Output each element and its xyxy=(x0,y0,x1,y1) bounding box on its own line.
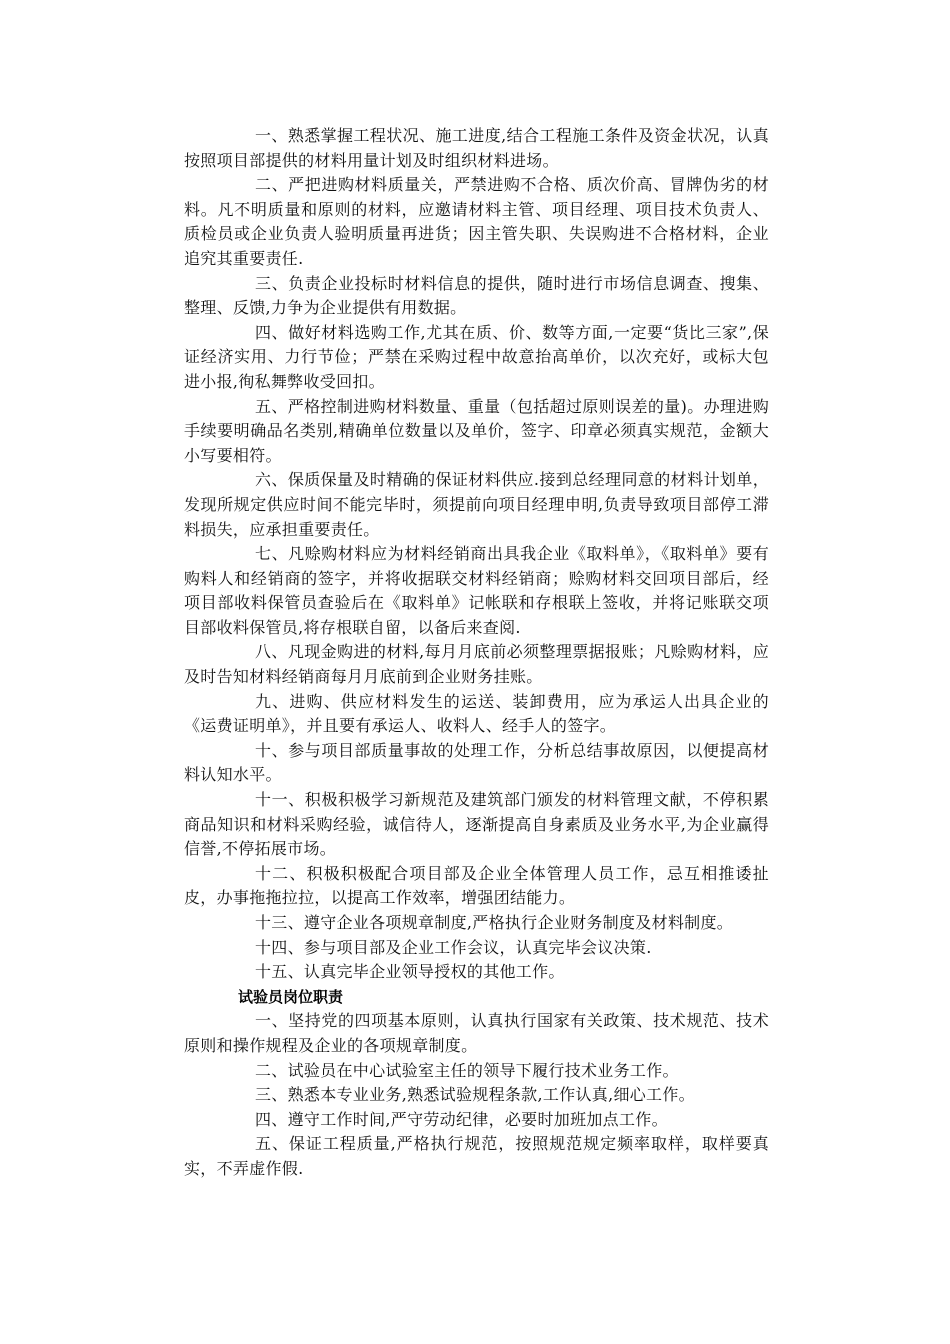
paragraph: 九、进购、供应材料发生的运送、装卸费用，应为承运人出具企业的《运费证明单》，并且要有承运人、收料人、经手人的签字。 xyxy=(184,691,769,736)
section-heading: 试验员岗位职责 xyxy=(238,987,344,1006)
document-page xyxy=(184,124,769,1182)
paragraph: 十四、参与项目部及企业工作会议，认真完毕会议决策. xyxy=(255,937,652,957)
paragraph: 三、熟悉本专业业务,熟悉试验规程条款,工作认真,细心工作。 xyxy=(255,1085,695,1105)
paragraph: 十五、认真完毕企业领导授权的其他工作。 xyxy=(255,962,565,982)
paragraph: 二、严把进购材料质量关，严禁进购不合格、质次价高、冒牌伪劣的材料。凡不明质量和原则的材料，应邀请材料主管、项目经理、项目技术负责人、质检员或企业负责人验明质量再进货；因主管失职、失误购进不合格材料，企业追究其重要责任. xyxy=(184,175,769,268)
paragraph: 十三、遵守企业各项规章制度,严格执行企业财务制度及材料制度。 xyxy=(255,913,734,932)
paragraph: 十一、积极积极学习新规范及建筑部门颁发的材料管理文献，不停积累商品知识和材料采购经验，诚信待人，逐渐提高自身素质及业务水平,为企业赢得信誉,不停拓展市场。 xyxy=(184,790,769,859)
paragraph: 五、保证工程质量,严格执行规范，按照规范规定频率取样，取样要真实，不弄虚作假. xyxy=(184,1134,769,1178)
paragraph: 十、参与项目部质量事故的处理工作，分析总结事故原因，以便提高材料认知水平。 xyxy=(184,740,769,785)
paragraph: 一、熟悉掌握工程状况、施工进度,结合工程施工条件及资金状况，认真按照项目部提供的材料用量计划及时组织材料进场。 xyxy=(184,126,769,170)
paragraph: 三、负责企业投标时材料信息的提供，随时进行市场信息调查、搜集、整理、反馈,力争为企业提供有用数据。 xyxy=(184,273,769,318)
paragraph: 五、严格控制进购材料数量、重量（包括超过原则误差的量)。办理进购手续要明确品名类别,精确单位数量以及单价，签字、印章必须真实规范，金额大小写要相符。 xyxy=(184,396,769,465)
paragraph: 四、遵守工作时间,严守劳动纪律，必要时加班加点工作。 xyxy=(255,1109,668,1129)
paragraph: 六、保质保量及时精确的保证材料供应.接到总经理同意的材料计划单，发现所规定供应时间不能完毕时，须提前向项目经理申明,负责导致项目部停工滞料损失，应承担重要责任。 xyxy=(184,470,769,539)
paragraph: 一、坚持党的四项基本原则，认真执行国家有关政策、技术规范、技术原则和操作规程及企业的各项规章制度。 xyxy=(184,1011,769,1055)
paragraph: 十二、积极积极配合项目部及企业全体管理人员工作，忌互相推诿扯皮，办事拖拖拉拉，以提高工作效率，增强团结能力。 xyxy=(184,863,769,908)
paragraph: 二、试验员在中心试验室主任的领导下履行技术业务工作。 xyxy=(255,1060,679,1080)
paragraph: 八、凡现金购进的材料,每月月底前必须整理票据报账；凡赊购材料，应及时告知材料经销商每月月底前到企业财务挂账。 xyxy=(184,642,769,687)
paragraph: 七、凡赊购材料应为材料经销商出具我企业《取料单》，《取料单》要有购料人和经销商的签字，并将收据联交材料经销商；赊购材料交回项目部后，经项目部收料保管员查验后在《取料单》记帐联和存根联上签收，并将记账联交项目部收料保管员,将存根联自留，以备后来查阅. xyxy=(184,544,769,637)
paragraph: 四、做好材料选购工作,尤其在质、价、数等方面,一定要“货比三家”,保证经济实用、力行节俭；严禁在采购过程中故意抬高单价，以次充好，或标大包进小报,徇私舞弊收受回扣。 xyxy=(184,322,769,391)
